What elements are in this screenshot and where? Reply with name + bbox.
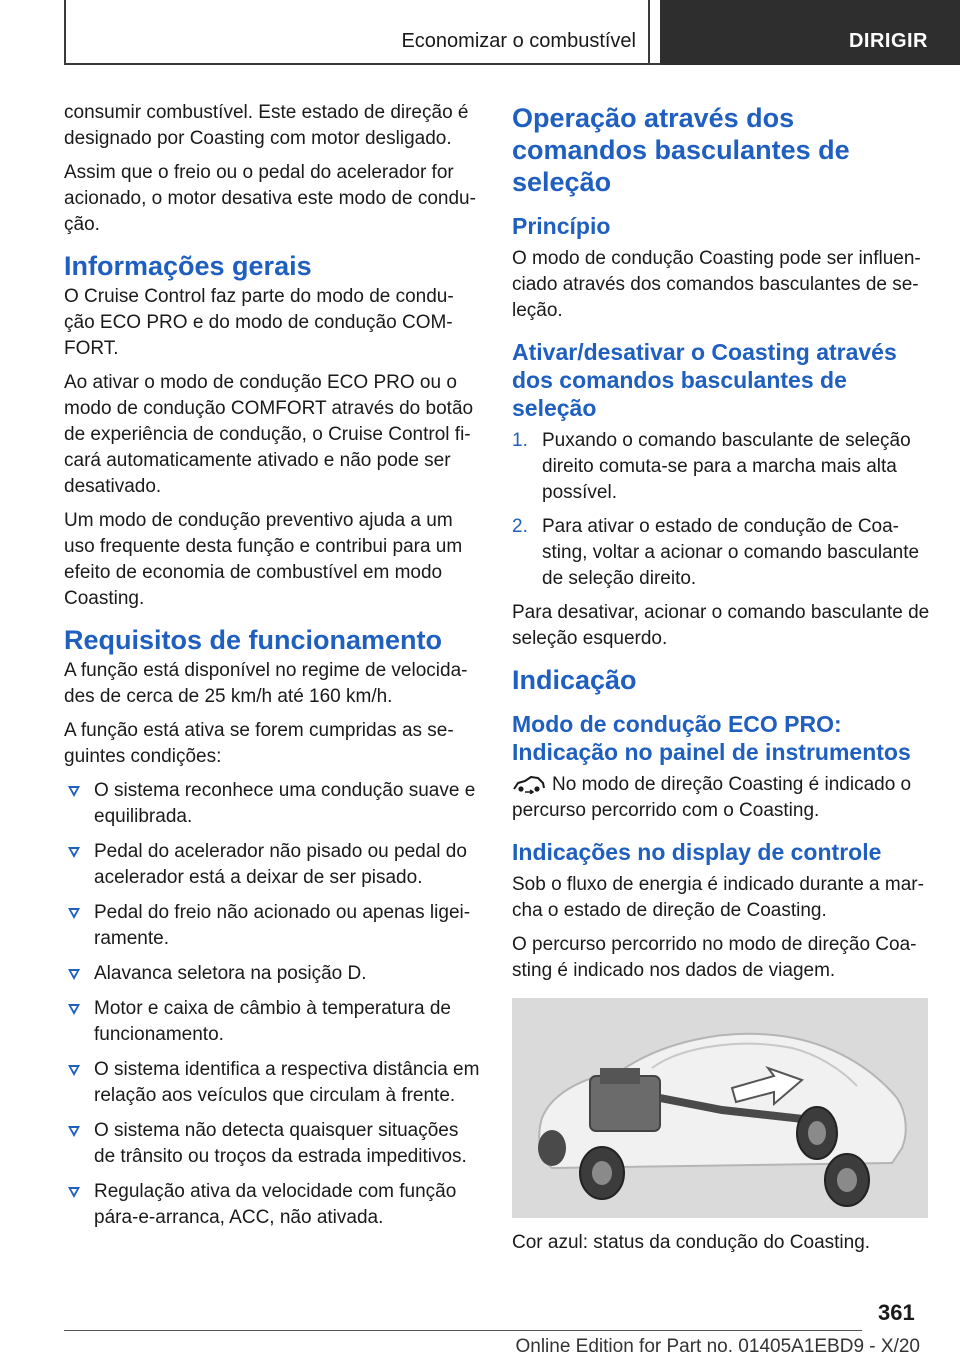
step-number: 2.: [512, 516, 528, 537]
header-chapter-label: DIRIGIR: [848, 30, 928, 52]
control-display-paragraph: O percurso percorrido no modo de direção Coa-sting é indicado nos dados de viagem.: [512, 934, 917, 981]
list-item: O sistema reconhece uma condução suave e equilibrada.: [64, 778, 482, 830]
requirements-heading: Requisitos de funcionamento: [64, 625, 443, 655]
toggle-coasting-heading: Ativar/desativar o Coasting através dos comandos basculantes de seleção: [512, 339, 897, 421]
requirements-list: [64, 778, 482, 1231]
intro-paragraph: Assim que o freio ou o pedal do acelerador for acionado, o motor desativa este modo de condu-ção.: [64, 162, 476, 235]
list-item: 1. Puxando o comando basculante de seleção direito comuta-se para a marcha mais alta possível.: [512, 430, 911, 503]
triangle-bullet-icon: [68, 969, 80, 980]
list-item: Motor e caixa de câmbio à temperatura de funcionamento.: [64, 996, 482, 1048]
general-info-heading: Informações gerais: [64, 251, 312, 281]
triangle-bullet-icon: [68, 847, 80, 858]
list-item: O sistema identifica a respectiva distância em relação aos veículos que circulam à frente.: [64, 1057, 482, 1109]
triangle-bullet-icon: [68, 1187, 80, 1198]
list-item: Alavanca seletora na posição D.: [64, 961, 482, 987]
requirements-paragraph: A função está disponível no regime de velocida-des de cerca de 25 km/h até 160 km/h.: [64, 660, 468, 707]
steps-list: [512, 428, 930, 592]
left-column: [64, 100, 482, 1240]
triangle-bullet-icon: [68, 786, 80, 797]
figure-caption: Cor azul: status da condução do Coasting.: [512, 1232, 871, 1253]
header-section-title: Economizar o combustível: [401, 30, 636, 52]
car-drivetrain-illustration: [512, 998, 928, 1218]
deactivate-paragraph: Para desativar, acionar o comando basculante de seleção esquerdo.: [512, 602, 930, 649]
triangle-bullet-icon: [68, 1126, 80, 1137]
eco-pro-heading: Modo de condução ECO PRO: Indicação no painel de instrumentos: [512, 711, 911, 765]
header-rule-bottom: [64, 63, 660, 65]
footer-edition: Online Edition for Part no. 01405A1EBD9 - X/20: [515, 1336, 920, 1357]
list-item: Regulação ativa da velocidade com função pára-e-arranca, ACC, não ativada.: [64, 1179, 482, 1231]
header-chapter-tab: [660, 0, 960, 65]
right-column: [512, 100, 930, 1264]
list-item: 2. Para ativar o estado de condução de Coa-sting, voltar a acionar o comando basculante de seleção direito.: [512, 516, 920, 589]
coasting-figure: [512, 998, 928, 1218]
header-rule-mid: [648, 0, 650, 64]
intro-paragraph: consumir combustível. Este estado de direção é designado por Coasting com motor desligado.: [64, 102, 469, 149]
control-display-paragraph: Sob o fluxo de energia é indicado durante a mar-cha o estado de direção de Coasting.: [512, 874, 924, 921]
list-item: O sistema não detecta quaisquer situações de trânsito ou troços da estrada impeditivos.: [64, 1118, 482, 1170]
list-item: Pedal do freio não acionado ou apenas ligei-ramente.: [64, 900, 482, 952]
footer-rule: [64, 1330, 862, 1331]
principle-heading: Princípio: [512, 213, 611, 239]
triangle-bullet-icon: [68, 1004, 80, 1015]
step-number: 1.: [512, 430, 528, 451]
eco-pro-paragraph: No modo de direção Coasting é indicado o percurso percorrido com o Coasting.: [512, 774, 912, 821]
general-paragraph: Ao ativar o modo de condução ECO PRO ou o modo de condução COMFORT através do botão de experiência de condução, o Cruise Control fi-cará automaticamente ativado e não pode ser desativado.: [64, 372, 474, 497]
list-item: Pedal do acelerador não pisado ou pedal do acelerador está a deixar de ser pisado.: [64, 839, 482, 891]
display-heading: Indicação: [512, 665, 637, 695]
triangle-bullet-icon: [68, 908, 80, 919]
general-paragraph: O Cruise Control faz parte do modo de condu-ção ECO PRO e do modo de condução COM-FORT.: [64, 286, 454, 359]
coasting-car-icon: [512, 774, 546, 794]
page-number: 361: [878, 1300, 915, 1325]
requirements-paragraph: A função está ativa se forem cumpridas as se-guintes condições:: [64, 720, 454, 767]
triangle-bullet-icon: [68, 1065, 80, 1076]
operation-heading: Operação através dos comandos basculantes de seleção: [512, 103, 850, 197]
general-paragraph: Um modo de condução preventivo ajuda a um uso frequente desta função e contribui para um efeito de economia de combustível em modo Coasting.: [64, 510, 463, 609]
control-display-heading: Indicações no display de controle: [512, 839, 882, 865]
principle-paragraph: O modo de condução Coasting pode ser influen-ciado através dos comandos basculantes de se-leção.: [512, 248, 921, 321]
